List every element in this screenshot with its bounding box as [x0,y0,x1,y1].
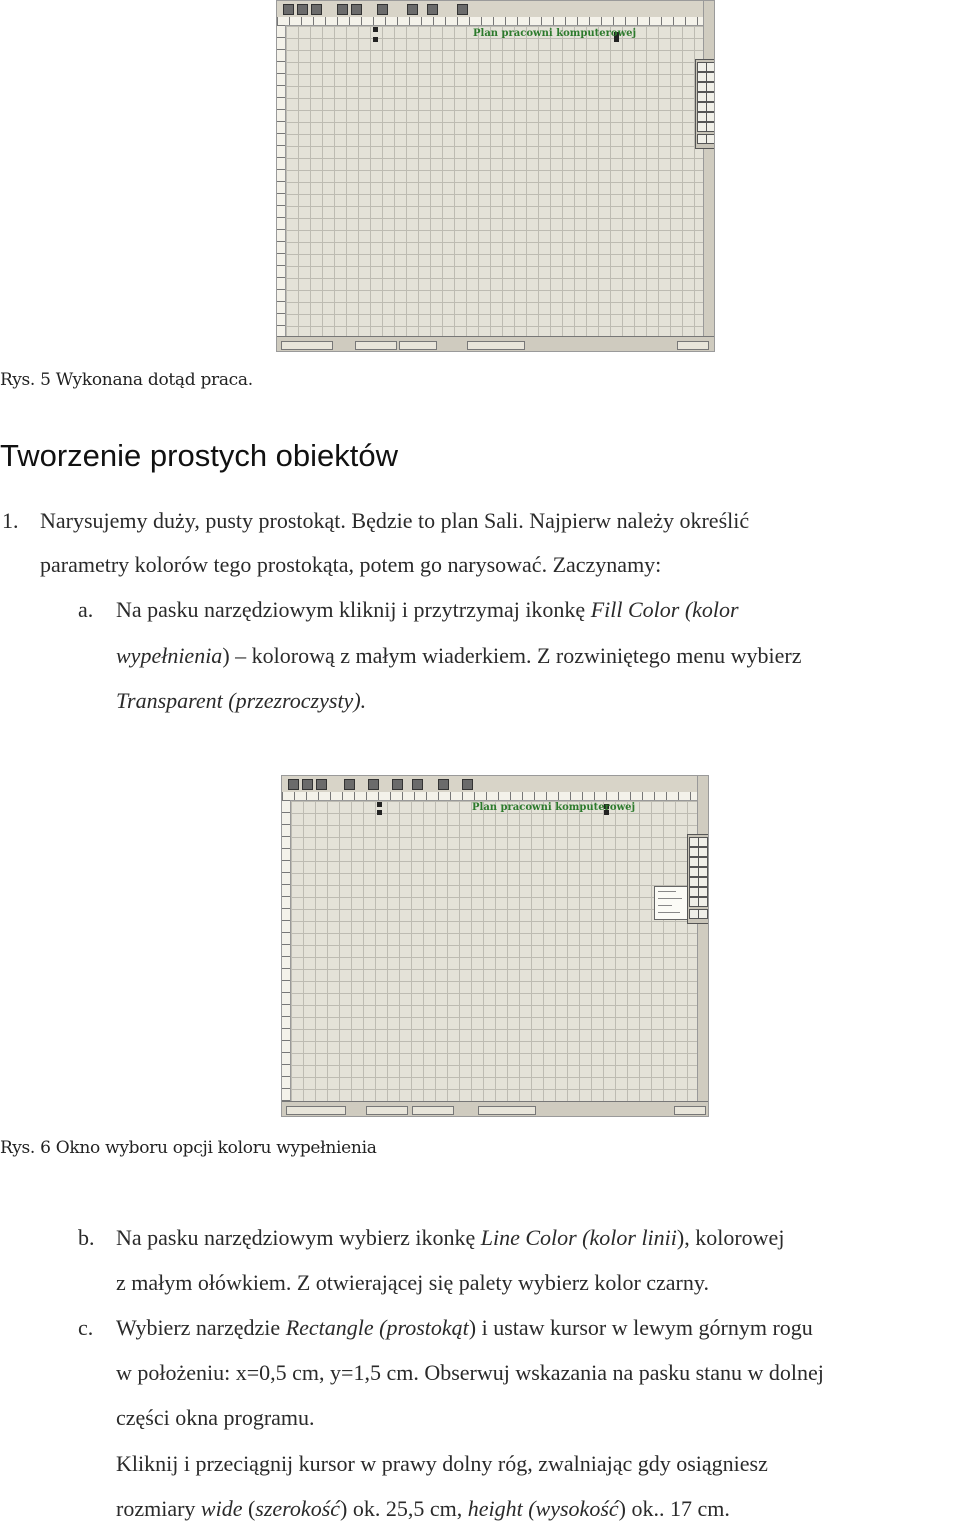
tool-icon [706,62,715,72]
rectangle-term: Rectangle (prostokąt [285,1315,469,1340]
tool-icon [706,112,715,122]
toolbar-icon [392,779,403,790]
step-b-letter: b. [78,1225,95,1250]
step-c-line-4: Kliknij i przeciągnij kursor w prawy dolny róg, zwalniając gdy osiągniesz [116,1451,768,1476]
step-c-text: ) i ustaw kursor w lewym górnym rogu [468,1315,813,1340]
step-b-line-1 [116,1225,784,1251]
width-term: szerokość [255,1496,341,1521]
toolbar-icon [377,4,388,15]
tool-icon [706,82,715,92]
toolbar-icon [407,4,418,15]
toolbar-icon [351,4,362,15]
tool-icon [706,102,715,112]
toolbar-icon [316,779,327,790]
tool-icon [698,877,708,887]
taskbar-button [467,341,525,350]
toolbar-icon [368,779,379,790]
step-a-line-3: Transparent (przezroczysty). [116,688,367,713]
taskbar-button [674,1106,706,1115]
step-1-number: 1. [2,508,19,533]
step-b-text: ), kolorowej [676,1225,785,1250]
drawing-canvas [286,26,703,337]
horizontal-ruler [282,792,708,801]
toolbar [282,776,708,793]
tool-icon [698,857,708,867]
taskbar-button [281,341,333,350]
tool-icon [706,92,715,102]
toolbar-icon [344,779,355,790]
tool-icon [706,134,715,144]
toolbar-icon [283,4,294,15]
toolbar-icon [311,4,322,15]
section-heading: Tworzenie prostych obiektów [0,438,399,473]
toolbar-icon [302,779,313,790]
step-a-line-1 [116,597,739,623]
taskbar-button [677,341,709,350]
toolbar-icon [288,779,299,790]
tool-icon [698,887,708,897]
step-a-text: ) – kolorową z małym wiaderkiem. Z rozwiniętego menu wybierz [222,643,802,668]
tool-icon [706,122,715,132]
step-b-text: Na pasku narzędziowym wybierz ikonkę [116,1225,481,1250]
toolbar-icon [462,779,473,790]
status-bar [282,1101,708,1116]
step-a-line-2 [116,643,801,669]
step-a-letter: a. [78,597,94,622]
taskbar-button [478,1106,536,1115]
tool-icon [698,867,708,877]
step-c-line-1 [116,1315,813,1341]
toolbar [277,1,714,18]
screenshot-figure-1 [276,0,715,352]
step-1-line-2: parametry kolorów tego prostokąta, potem go narysować. Zaczynamy: [40,552,662,577]
step-c-text: ( [242,1496,256,1521]
height-term: height (wysokość [467,1496,619,1521]
taskbar-button [355,341,397,350]
step-c-line-5 [116,1496,730,1522]
fill-color-term-cont: wypełnienia [116,643,223,668]
selection-handle [373,27,378,32]
vertical-ruler [277,25,286,337]
toolbar-icon [337,4,348,15]
figure-1-caption: Rys. 5 Wykonana dotąd praca. [0,370,253,390]
step-c-text: rozmiary [116,1496,201,1521]
toolbar-icon [412,779,423,790]
step-c-line-3: części okna programu. [116,1405,315,1430]
tool-icon [698,909,708,919]
step-c-text: Wybierz narzędzie [116,1315,286,1340]
tool-icon [698,847,708,857]
vertical-ruler [282,800,291,1102]
taskbar-button [366,1106,408,1115]
step-1-line-1: Narysujemy duży, pusty prostokąt. Będzie to plan Sali. Najpierw należy określić [40,508,750,533]
step-c-line-2: w położeniu: x=0,5 cm, y=1,5 cm. Obserwuj wskazania na pasku stanu w dolnej [116,1360,824,1385]
step-b-line-2: z małym ołówkiem. Z otwierającej się palety wybierz kolor czarny. [116,1270,709,1295]
horizontal-ruler [277,17,714,26]
tool-icon [706,72,715,82]
taskbar-button [412,1106,454,1115]
figure-2-caption: Rys. 6 Okno wyboru opcji koloru wypełnienia [0,1138,377,1158]
toolbar-icon [457,4,468,15]
screenshot-figure-2 [281,775,709,1117]
toolbox-panel [687,834,709,924]
vertical-scrollbar [697,776,708,1102]
fill-color-term: Fill Color (kolor [590,597,739,622]
tool-icon [698,897,708,907]
step-c-letter: c. [78,1315,94,1340]
step-a-text: Na pasku narzędziowym kliknij i przytrzymaj ikonkę [116,597,591,622]
line-color-term: Line Color (kolor linii [480,1225,677,1250]
taskbar-button [286,1106,346,1115]
plan-title: Plan pracowni komputerowej [472,802,636,813]
status-bar [277,336,714,351]
tool-icon [698,837,708,847]
toolbar-icon [427,4,438,15]
vertical-scrollbar [703,1,714,337]
drawing-canvas [291,801,697,1102]
step-c-text: ) ok. 25,5 cm, [340,1496,468,1521]
toolbar-icon [297,4,308,15]
plan-title: Plan pracowni komputerowej [473,28,637,39]
toolbar-icon [438,779,449,790]
toolbox-panel [695,59,715,149]
step-c-text: ) ok.. 17 cm. [618,1496,730,1521]
taskbar-button [399,341,437,350]
selection-handle [377,802,382,807]
wide-term: wide [200,1496,243,1521]
selection-handle [373,37,378,42]
selection-handle [377,810,382,815]
